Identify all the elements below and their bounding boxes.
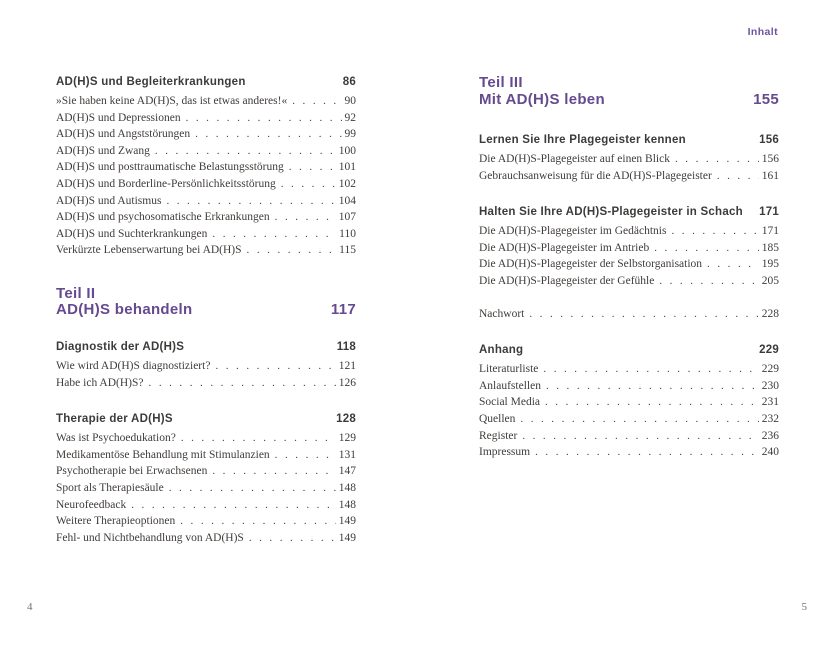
section-page: 128 (336, 413, 356, 426)
entry-page: 229 (761, 363, 779, 376)
entry-label: Nachwort (479, 307, 525, 320)
entry-page: 90 (344, 95, 356, 107)
leader-dots (546, 378, 759, 395)
leader-dots (169, 480, 336, 497)
section-page: 86 (342, 76, 356, 88)
toc-column-left (56, 75, 356, 546)
section-page: 118 (336, 340, 356, 353)
entry-page: 121 (338, 359, 356, 372)
entry-page: 205 (761, 274, 779, 287)
section-title: Anhang (479, 344, 524, 357)
part-title: AD(H)S behandeln (56, 301, 193, 319)
leader-dots (543, 361, 758, 378)
entry-page: 156 (761, 153, 779, 165)
entry-page: 228 (761, 307, 779, 320)
leader-dots (292, 93, 341, 110)
entry-page: 231 (761, 396, 779, 409)
toc-entry (56, 480, 356, 497)
leader-dots (247, 242, 337, 259)
leader-dots (717, 168, 759, 185)
leader-dots (675, 151, 759, 168)
toc-entry (479, 151, 779, 168)
entry-page: 161 (761, 169, 779, 182)
toc-loose (479, 306, 779, 323)
entry-page: 149 (338, 515, 356, 528)
entry-page: 92 (344, 111, 356, 124)
entry-label: Die AD(H)S-Plagegeister der Selbstorganisation (479, 258, 703, 271)
toc-entry (479, 444, 779, 461)
leader-dots (275, 447, 336, 464)
entry-page: 126 (338, 376, 356, 389)
leader-dots (289, 159, 336, 176)
entry-page: 148 (338, 481, 356, 494)
toc-entry (56, 530, 356, 547)
entry-label: AD(H)S und posttraumatische Belastungsstörung (56, 161, 284, 174)
leader-dots (249, 530, 336, 547)
section-heading (56, 340, 356, 354)
leader-dots (186, 110, 342, 127)
toc-section (56, 75, 356, 259)
toc-entry (479, 306, 779, 323)
entry-label: AD(H)S und Autismus (56, 194, 162, 207)
toc-section (56, 412, 356, 546)
entry-label: Medikamentöse Behandlung mit Stimulanzien (56, 448, 270, 461)
entry-page: 131 (338, 448, 356, 461)
section-title: Therapie der AD(H)S (56, 413, 173, 426)
part-title: Mit AD(H)S leben (479, 90, 605, 108)
entry-page: 107 (338, 211, 356, 224)
section-page: 156 (759, 134, 779, 146)
section-heading (56, 75, 356, 89)
leader-dots (281, 176, 336, 193)
toc-entry (56, 375, 356, 392)
leader-dots (545, 394, 759, 411)
entry-page: 100 (338, 144, 356, 157)
leader-dots (212, 463, 335, 480)
entry-page: 129 (338, 432, 356, 445)
entry-label: Weitere Therapieoptionen (56, 515, 176, 528)
entry-page: 236 (761, 429, 779, 442)
toc-entry (56, 209, 356, 226)
toc-entry (56, 447, 356, 464)
leader-dots (659, 273, 758, 290)
entry-label: Psychotherapie bei Erwachsenen (56, 465, 208, 478)
entry-page: 110 (339, 227, 356, 240)
leader-dots (522, 428, 758, 445)
toc-column-right (479, 75, 779, 461)
leader-dots (131, 497, 336, 514)
toc-entry (56, 126, 356, 143)
leader-dots (654, 240, 759, 257)
entry-page: 171 (761, 225, 779, 238)
entry-page: 147 (338, 465, 356, 478)
entry-label: Was ist Psychoedukation? (56, 432, 176, 445)
section-title: Halten Sie Ihre AD(H)S-Plagegeister in Schach (479, 206, 743, 219)
toc-entry (479, 378, 779, 395)
part-heading (479, 75, 779, 108)
section-page: 171 (759, 206, 779, 219)
entry-label: AD(H)S und Borderline-Persönlichkeitsstörung (56, 177, 276, 190)
toc-entry (479, 240, 779, 257)
entry-page: 232 (761, 412, 779, 425)
toc-entry (56, 110, 356, 127)
part-page: 117 (330, 301, 356, 319)
entry-label: Register (479, 429, 518, 442)
entry-page: 185 (761, 241, 779, 254)
toc-entry (56, 497, 356, 514)
section-title: Lernen Sie Ihre Plagegeister kennen (479, 134, 686, 146)
toc-entry (479, 168, 779, 185)
entry-label: Fehl- und Nichtbehandlung von AD(H)S (56, 531, 244, 544)
entry-page: 104 (338, 194, 356, 207)
entry-label: Quellen (479, 412, 516, 425)
leader-dots (212, 226, 336, 243)
toc-section (479, 343, 779, 461)
leader-dots (275, 209, 336, 226)
toc-entry (56, 193, 356, 210)
leader-dots (215, 358, 335, 375)
entry-label: Habe ich AD(H)S? (56, 376, 144, 389)
toc-entry (56, 513, 356, 530)
toc-entry (56, 159, 356, 176)
section-page: 229 (759, 344, 779, 357)
section-heading (479, 133, 779, 147)
part-title-line (56, 302, 356, 319)
running-head: Inhalt (747, 26, 778, 38)
leader-dots (155, 143, 336, 160)
entry-label: Wie wird AD(H)S diagnostiziert? (56, 359, 211, 372)
leader-dots (181, 430, 336, 447)
entry-label: Die AD(H)S-Plagegeister im Antrieb (479, 241, 650, 254)
entry-label: »Sie haben keine AD(H)S, das ist etwas anderes!« (56, 95, 288, 107)
part-title-line: Teil III (479, 74, 523, 91)
entry-page: 101 (338, 161, 356, 174)
section-title: Diagnostik der AD(H)S (56, 340, 185, 353)
entry-label: AD(H)S und Depressionen (56, 111, 181, 124)
entry-label: Gebrauchsanweisung für die AD(H)S-Plagegeister (479, 169, 712, 182)
section-heading (479, 343, 779, 357)
toc-entry (479, 273, 779, 290)
leader-dots (535, 444, 759, 461)
section-heading (56, 412, 356, 426)
entry-label: AD(H)S und psychosomatische Erkrankungen (56, 211, 270, 224)
section-title: AD(H)S und Begleiterkrankungen (56, 76, 246, 88)
entry-page: 195 (761, 258, 779, 271)
leader-dots (671, 223, 758, 240)
entry-page: 99 (344, 128, 356, 141)
leader-dots (707, 256, 759, 273)
entry-page: 102 (338, 177, 356, 190)
entry-label: Die AD(H)S-Plagegeister der Gefühle (479, 274, 655, 287)
toc-entry (479, 394, 779, 411)
toc-entry (479, 361, 779, 378)
toc-entry (56, 242, 356, 259)
entry-label: AD(H)S und Zwang (56, 144, 150, 157)
leader-dots (520, 411, 758, 428)
entry-page: 230 (761, 379, 779, 392)
toc-entry (56, 176, 356, 193)
entry-label: Die AD(H)S-Plagegeister im Gedächtnis (479, 225, 667, 238)
toc-entry (479, 223, 779, 240)
page-number-right: 5 (801, 601, 807, 613)
page-number-left: 4 (27, 601, 33, 613)
toc-section (56, 340, 356, 391)
part-page: 155 (753, 90, 779, 108)
entry-label: Impressum (479, 446, 531, 459)
entry-label: Neurofeedback (56, 498, 127, 511)
part-heading (56, 286, 356, 319)
entry-label: AD(H)S und Suchterkrankungen (56, 227, 208, 240)
section-heading (479, 205, 779, 219)
leader-dots (195, 126, 341, 143)
leader-dots (166, 193, 335, 210)
toc-entry (56, 143, 356, 160)
toc-entry (56, 226, 356, 243)
entry-label: Verkürzte Lebenserwartung bei AD(H)S (56, 244, 242, 257)
entry-page: 115 (339, 244, 356, 257)
toc-entry (56, 358, 356, 375)
leader-dots (529, 306, 758, 323)
toc-entry (479, 256, 779, 273)
entry-label: Literaturliste (479, 363, 539, 376)
entry-page: 148 (338, 498, 356, 511)
entry-page: 240 (761, 446, 779, 459)
toc-entry (56, 93, 356, 110)
toc-entry (479, 428, 779, 445)
part-title-line (479, 92, 779, 109)
entry-label: Social Media (479, 396, 540, 409)
toc-entry (479, 411, 779, 428)
entry-label: Die AD(H)S-Plagegeister auf einen Blick (479, 153, 670, 165)
toc-entry (56, 430, 356, 447)
leader-dots (149, 375, 336, 392)
part-title-line: Teil II (56, 284, 96, 302)
leader-dots (180, 513, 336, 530)
entry-label: Anlaufstellen (479, 379, 541, 392)
entry-page: 149 (338, 531, 356, 544)
toc-entry (56, 463, 356, 480)
entry-label: Sport als Therapiesäule (56, 481, 164, 494)
toc-section (479, 205, 779, 289)
toc-section (479, 133, 779, 184)
entry-label: AD(H)S und Angststörungen (56, 128, 191, 141)
